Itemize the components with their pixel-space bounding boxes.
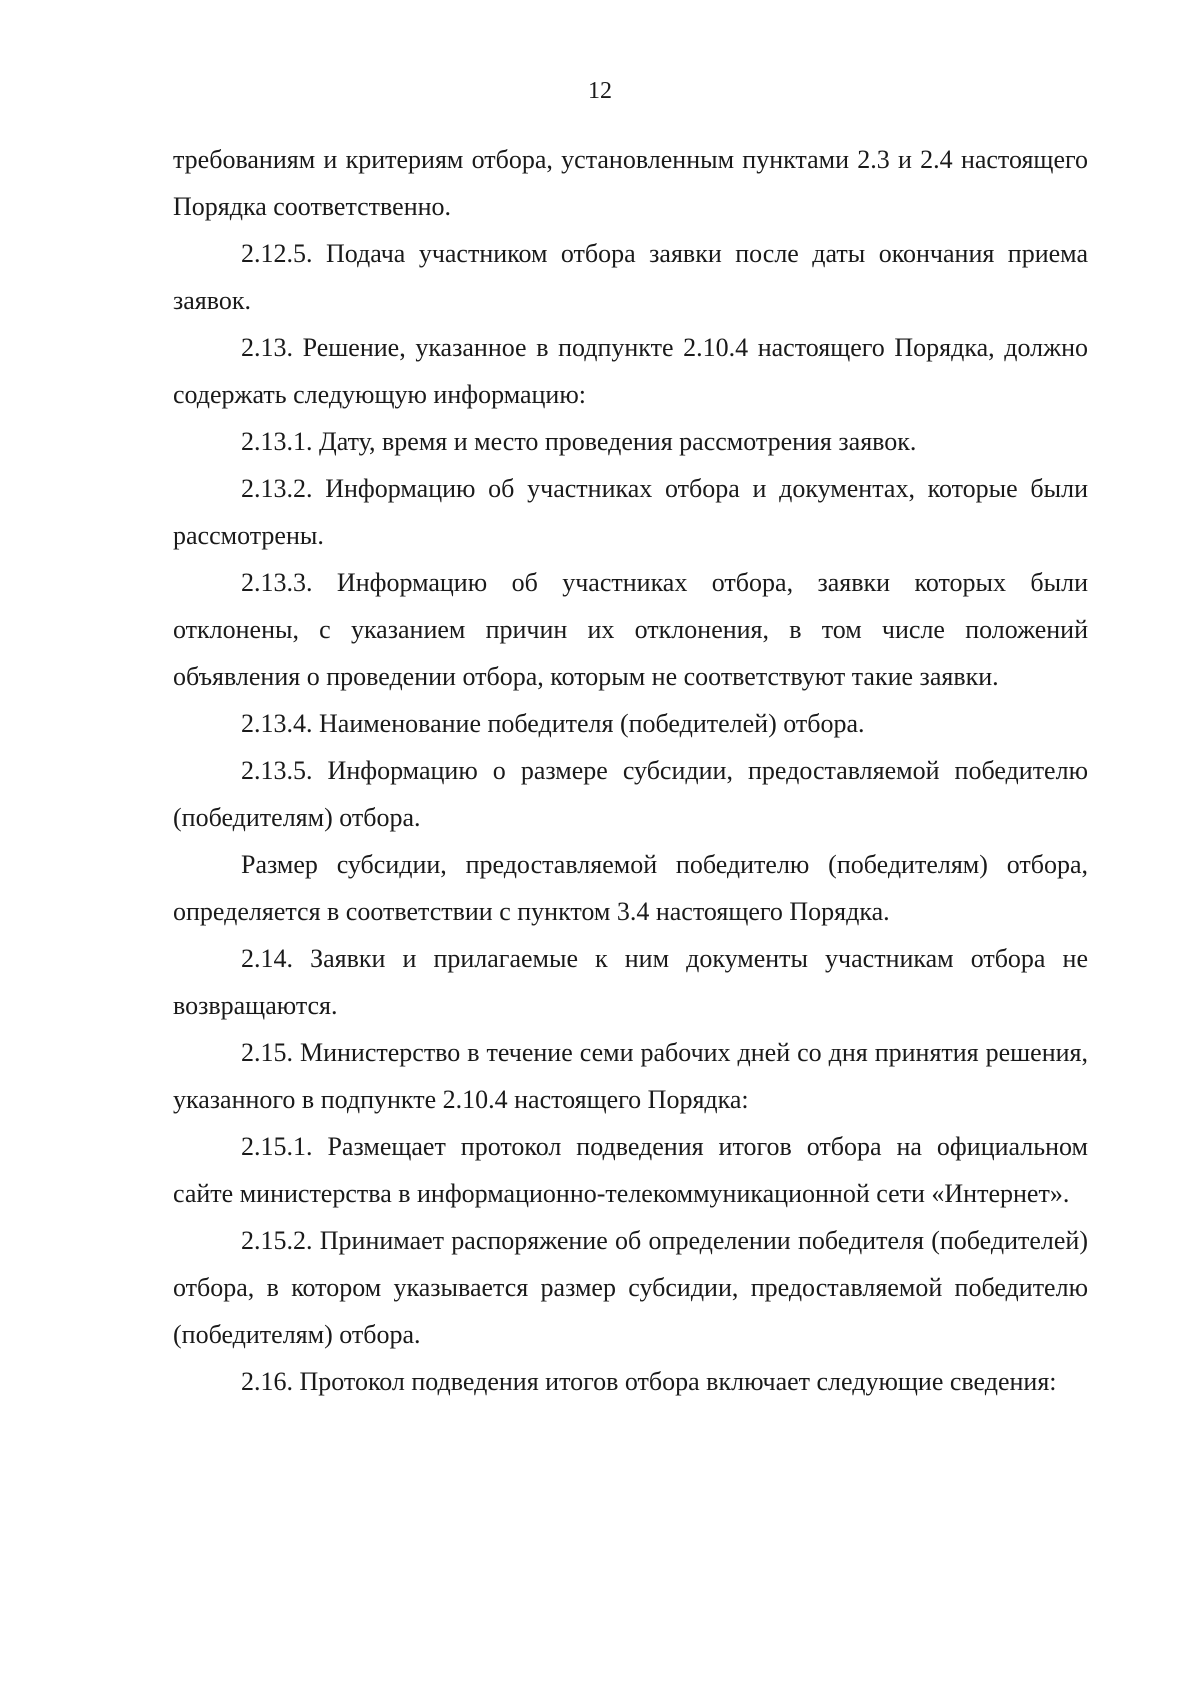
paragraph-2-12-5: 2.12.5. Подача участником отбора заявки после даты окончания приема заявок.	[173, 239, 1088, 315]
paragraph-2-13-2: 2.13.2. Информацию об участниках отбора и документах, которые были рассмотрены.	[173, 474, 1088, 550]
paragraph-2-13-3: 2.13.3. Информацию об участниках отбора, заявки которых были отклонены, с указанием причин их отклонения, в том числе положений объявления о проведении отбора, которым не соответствуют такие заявки.	[173, 568, 1088, 691]
paragraph-2-16: 2.16. Протокол подведения итогов отбора включает следующие сведения:	[241, 1367, 1057, 1396]
paragraph-continuation: требованиям и критериям отбора, установленным пунктами 2.3 и 2.4 настоящего Порядка соответственно.	[173, 145, 1088, 221]
page-number: 12	[588, 78, 612, 104]
paragraph-2-15-1: 2.15.1. Размещает протокол подведения итогов отбора на официальном сайте министерства в информационно-телекоммуникационной сети «Интернет».	[173, 1132, 1088, 1208]
paragraph-2-14: 2.14. Заявки и прилагаемые к ним документы участникам отбора не возвращаются.	[173, 944, 1088, 1020]
paragraph-2-13-4: 2.13.4. Наименование победителя (победителей) отбора.	[241, 709, 865, 738]
document-body	[173, 136, 1088, 1405]
paragraph-subsidy-size: Размер субсидии, предоставляемой победителю (победителям) отбора, определяется в соответствии с пунктом 3.4 настоящего Порядка.	[173, 850, 1088, 926]
paragraph-2-13-5: 2.13.5. Информацию о размере субсидии, предоставляемой победителю (победителям) отбора.	[173, 756, 1088, 832]
paragraph-2-13: 2.13. Решение, указанное в подпункте 2.10.4 настоящего Порядка, должно содержать следующую информацию:	[173, 333, 1088, 409]
paragraph-2-15: 2.15. Министерство в течение семи рабочих дней со дня принятия решения, указанного в подпункте 2.10.4 настоящего Порядка:	[173, 1038, 1088, 1114]
paragraph-2-15-2: 2.15.2. Принимает распоряжение об определении победителя (победителей) отбора, в котором указывается размер субсидии, предоставляемой победителю (победителям) отбора.	[173, 1226, 1088, 1349]
paragraph-2-13-1: 2.13.1. Дату, время и место проведения рассмотрения заявок.	[241, 427, 917, 456]
